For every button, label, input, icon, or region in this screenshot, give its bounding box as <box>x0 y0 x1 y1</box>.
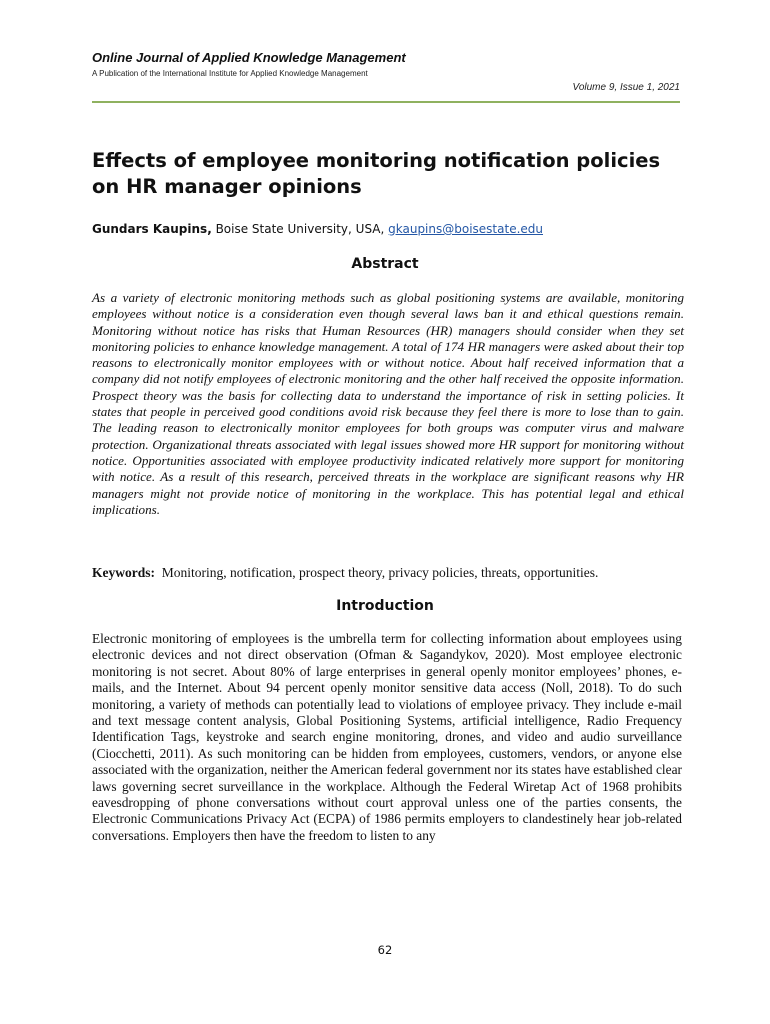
abstract-heading: Abstract <box>351 256 419 272</box>
keywords-line <box>92 565 692 581</box>
page-number: 62 <box>377 943 393 957</box>
volume-issue: Volume 9, Issue 1, 2021 <box>572 82 680 93</box>
introduction-body: Electronic monitoring of employees is the umbrella term for collecting information about employees using electronic devices and not direct observation (Ofman & Sagandykov, 2020). Most employee electronic monitoring is not secret. About 80% of large enterprises in general openly monitor employees’ phones, e-mails, and the Internet. About 94 percent openly monitor sensitive data access (Noll, 2018). To do such monitoring, a variety of methods can potentially lead to violations of employee privacy. They include e-mail and text message content analysis, Global Positioning Systems, artificial intelligence, Radio Frequency Identification Tags, keystroke and search engine monitoring, drones, and video and audio surveillance (Ciocchetti, 2011). As such monitoring can be hidden from employees, customers, vendors, or anyone else associated with the organization, neither the American federal government nor its states have established clear laws governing secret surveillance in the workplace. Although the Federal Wiretap Act of 1968 prohibits eavesdropping of phone conversations without court approval unless one of the parties consents, the Electronic Communications Privacy Act (ECPA) of 1986 permits employers to clandestinely hear job-related conversations. Employers then have the freedom to listen to any <box>92 631 682 843</box>
author-name: Gundars Kaupins, <box>92 222 212 236</box>
journal-subtitle: A Publication of the International Institute for Applied Knowledge Management <box>92 69 368 78</box>
keywords-label: Keywords: <box>92 565 155 580</box>
journal-title: Online Journal of Applied Knowledge Management <box>92 50 406 65</box>
author-line <box>92 222 543 236</box>
author-affiliation: Boise State University, USA, <box>211 222 389 236</box>
abstract-body: As a variety of electronic monitoring methods such as global positioning systems are available, monitoring employees without notice is a consideration even though several laws ban it and ethical questions remain. Monitoring without notice has risks that Human Resources (HR) managers should consider when they set monitoring policies to enhance knowledge management. A total of 174 HR managers were asked about their top reasons to electronically monitor employees with or without notice. About half received information that a company did not notify employees of electronic monitoring and the other half received the opposite information. Prospect theory was the basis for collecting data to understand the importance of risk in setting policies. It states that people in perceived good conditions avoid risk because they feel there is more to lose than to gain. The leading reason to electronically monitor employees for both groups was computer virus and malware protection. Organizational threats associated with legal issues showed more HR support for monitoring without notice. Opportunities associated with employee productivity indicated relatively more support for monitoring with notice. As a result of this research, perceived threats in the workplace are significant reasons why HR managers might not provide notice of monitoring in the workplace. This has potential legal and ethical implications. <box>92 290 684 517</box>
keywords-list: Monitoring, notification, prospect theory, privacy policies, threats, opportunities. <box>161 565 599 580</box>
author-email-link[interactable]: gkaupins@boisestate.edu <box>388 222 543 236</box>
header-divider <box>92 101 680 103</box>
introduction-heading: Introduction <box>336 598 434 614</box>
article-title: Effects of employee monitoring notification policies on HR manager opinions <box>92 149 661 198</box>
